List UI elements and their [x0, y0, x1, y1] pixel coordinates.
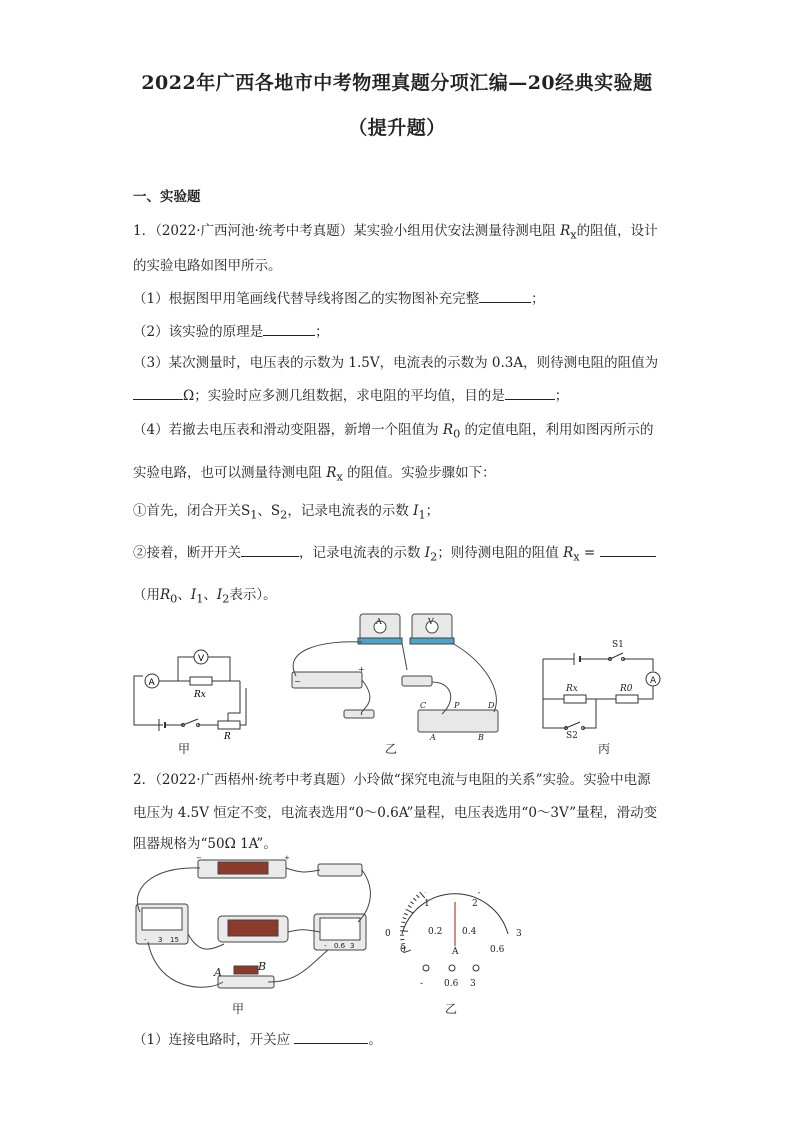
ammeter-label: A: [148, 678, 155, 688]
answer-blank[interactable]: [263, 321, 315, 336]
terminal-d: D: [488, 701, 495, 710]
dial-tick: [416, 895, 419, 898]
dial-tick: [401, 922, 405, 923]
dial-terminal-06: 0.6: [444, 979, 459, 989]
dial-tick: [479, 892, 483, 893]
answer-blank[interactable]: [294, 1029, 368, 1044]
switch-s1-label: S1: [612, 640, 624, 650]
battery-minus: −: [196, 854, 202, 862]
ammeter-face-label: A: [376, 617, 382, 626]
q1-part2: （2）该实验的原理是 ；: [133, 320, 329, 340]
dial-scale-2: 2: [472, 899, 478, 909]
terminal-b: B: [478, 733, 484, 742]
dial-tick: [406, 909, 413, 913]
caption-q2-yi: 乙: [445, 1002, 458, 1016]
caption-yi: 乙: [385, 742, 398, 756]
answer-blank[interactable]: [241, 542, 299, 557]
caption-bing: 丙: [598, 742, 611, 756]
answer-blank[interactable]: [600, 542, 656, 557]
voltmeter-face-label: V: [428, 617, 434, 626]
dial-terminal-minus: -: [420, 979, 424, 989]
circuit-diagram-jia: [128, 645, 258, 740]
ammeter-terminal-minus: -: [324, 942, 327, 950]
dial-tick: [408, 905, 411, 907]
dial-tick: [420, 892, 425, 898]
dial-tick: [404, 913, 408, 914]
dial-terminal-3: 3: [470, 979, 476, 989]
dial-scale-0-outer: 0: [385, 929, 391, 939]
document-subtitle: （提升题）: [348, 117, 446, 139]
q1-part1: （1）根据图甲用笔画线代替导线将图乙的实物图补充完整 ；: [133, 287, 545, 307]
q1-part3-line1: （3）某次测量时，电压表的示数为 1.5V，电流表的示数为 0.3A，则待测电阻的阻值为: [133, 355, 659, 371]
answer-blank[interactable]: [479, 288, 531, 303]
ammeter-terminal-06: 0.6: [334, 942, 346, 950]
dial-tick: [401, 926, 405, 927]
switch-s2-label: S2: [566, 731, 578, 738]
battery-plus: +: [284, 854, 290, 862]
voltmeter-terminal-3: 3: [158, 936, 163, 944]
r0-label: R0: [620, 684, 633, 694]
document-title: 2022年广西各地市中考物理真题分项汇编—20经典实验题: [141, 72, 653, 94]
q1-intro-line2: 的实验电路如图甲所示。: [133, 258, 282, 274]
dial-tick: [411, 902, 414, 904]
apparatus-figure-yi: [282, 610, 512, 742]
dial-scale-06: 0.6: [490, 945, 505, 955]
dial-scale-04: 0.4: [462, 927, 477, 937]
ammeter-label: A: [650, 676, 657, 686]
slider-p: P: [454, 701, 460, 710]
caption-jia: 甲: [178, 742, 191, 756]
section-heading: 一、实验题: [133, 189, 201, 205]
q1-part4-line1: （4）若撤去电压表和滑动变阻器，新增一个阻值为 $R_0$ 的定值电阻，利用如图丙所示的: [133, 422, 654, 441]
q1-part3-line2: Ω；实验时应多测几组数据，求电阻的平均值，目的是 ；: [133, 384, 568, 404]
voltmeter-terminal-minus: -: [144, 936, 147, 944]
answer-blank[interactable]: [133, 385, 183, 400]
q1-part4-line2: 实验电路，也可以测量待测电阻 $R_x$ 的阻值。实验步骤如下：: [133, 465, 496, 484]
circuit-diagram-bing: [538, 633, 668, 738]
q1-intro: 1．（2022·广西河池·统考中考真题）某实验小组用伏安法测量待测电阻 $R_x$的阻值，设计: [133, 223, 658, 242]
rx-label: Rx: [566, 684, 578, 694]
battery-minus: −: [294, 677, 301, 686]
dial-scale-1: 1: [424, 899, 430, 909]
dial-unit-a: A: [452, 947, 459, 957]
q2-intro-line1: 2．（2022·广西梧州·统考中考真题）小玲做“探究电流与电阻的关系”实验。实验中电源: [133, 772, 651, 788]
battery-plus: +: [358, 665, 365, 674]
terminal-a: A: [430, 733, 436, 742]
voltmeter-terminal-15: 15: [170, 936, 179, 944]
ammeter-terminal-3: 3: [350, 942, 355, 950]
dial-scale-02: 0.2: [428, 927, 443, 937]
q1-step1: ①首先，闭合开关$S_1$、$S_2$，记录电流表的示数 $I_1$；: [133, 503, 440, 522]
dial-scale-3: 3: [516, 929, 522, 939]
dial-tick: [402, 918, 406, 919]
dial-tick: [413, 898, 416, 901]
voltmeter-label: V: [198, 654, 205, 664]
q2-intro-line3: 阻器规格为“50Ω 1A”。: [133, 836, 277, 852]
answer-blank[interactable]: [505, 385, 555, 400]
terminal-c: C: [420, 701, 427, 710]
apparatus-figure-q2-jia: [128, 852, 373, 1002]
rx-label: Rx: [194, 690, 206, 700]
terminal-a: A: [214, 966, 222, 979]
rheostat-label: R: [224, 732, 231, 740]
q2-intro-line2: 电压为 4.5V 恒定不变，电流表选用“0～0.6A”量程，电压表选用“0～3V”量程，滑动变: [133, 805, 658, 821]
q2-part1: （1）连接电路时，开关应 。: [133, 1028, 382, 1048]
q1-step2: ②接着，断开开关 ，记录电流表的示数 $I_2$；则待测电阻的阻值 $R_x$ =: [133, 541, 656, 564]
dial-scale-0-inner: 0: [400, 945, 406, 955]
q1-step3: （用$R_0$、$I_1$、$I_2$表示）。: [133, 587, 277, 606]
caption-q2-jia: 甲: [232, 1002, 245, 1016]
ammeter-dial-figure: [380, 892, 530, 992]
terminal-b: B: [258, 960, 267, 973]
